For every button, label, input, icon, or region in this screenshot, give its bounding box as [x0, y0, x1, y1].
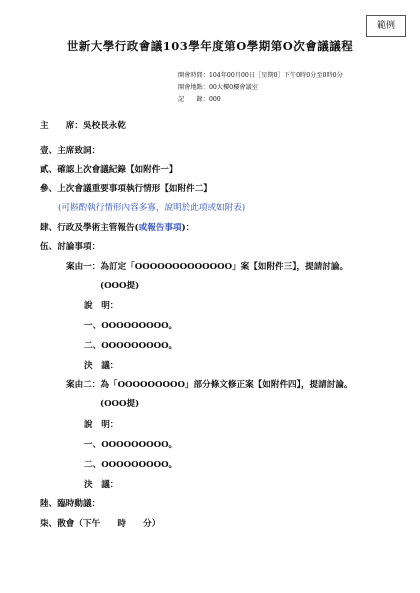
item-confirm-minutes: 貳、確認上次會議紀錄【如附件一】 [40, 165, 178, 175]
case1-explain-label: 說 明： [84, 301, 119, 311]
case2-explain-label: 說 明： [84, 420, 119, 430]
item-adjournment: 柒、散會（下午 時 分） [40, 519, 161, 529]
item-previous-execution: 參、上次會議重要事項執行情形【如附件二】 [40, 184, 212, 194]
meeting-place-label: 開會地點： [178, 84, 209, 91]
meeting-time-label: 開會時間： [178, 72, 209, 79]
item-reports-text: 肆、行政及學術主管報告( [40, 223, 139, 233]
item-opening-remarks: 壹、主席致詞： [40, 146, 101, 156]
meeting-time [178, 72, 343, 80]
meeting-time-value: 104年00月00日［星期0］下午0時0分至0時0分 [208, 72, 343, 79]
item-reports-alt: 或報告事項 [138, 223, 182, 233]
sample-badge: 範例 [366, 15, 406, 37]
meeting-recorder-label: 記 錄： [178, 96, 209, 103]
case2-proposer: (OOO提) [100, 399, 140, 409]
case2-point2: 二、OOOOOOOOO。 [84, 460, 178, 470]
item-previous-execution-note: (可斟酌執行情形內容多寡，說明於此項或如附表) [58, 203, 246, 213]
page-title: 世新大學行政會議103學年度第O學期第O次會議議程 [66, 39, 354, 53]
meeting-place-value: 00大樓0樓會議室 [208, 84, 258, 91]
case2-resolution-label: 決 議： [84, 480, 119, 490]
case1-proposer: (OOO提) [100, 281, 140, 291]
item-extempore-motions: 陸、臨時動議： [40, 499, 101, 509]
meeting-recorder-value: 000 [208, 96, 221, 103]
case2-point1: 一、OOOOOOOOO。 [84, 440, 178, 450]
case1-resolution-label: 決 議： [84, 361, 119, 371]
case2-title: 案由二：為「OOOOOOOOO」部分條文修正案【如附件四】，提請討論。 [66, 380, 353, 390]
chair-line [40, 121, 126, 132]
chair-name: 吳校長永乾 [82, 121, 126, 131]
case1-point2: 二、OOOOOOOOO。 [84, 341, 178, 351]
meeting-recorder [178, 96, 221, 104]
item-reports [40, 223, 194, 234]
meeting-place [178, 84, 258, 92]
item-reports-end: )： [181, 223, 195, 233]
chair-label: 主 席： [40, 121, 83, 131]
case1-title: 案由一：為訂定「OOOOOOOOOOOOO」案【如附件三】，提請討論。 [66, 262, 349, 272]
case1-point1: 一、OOOOOOOOO。 [84, 321, 178, 331]
item-discussion: 伍、討論事項： [40, 242, 101, 252]
